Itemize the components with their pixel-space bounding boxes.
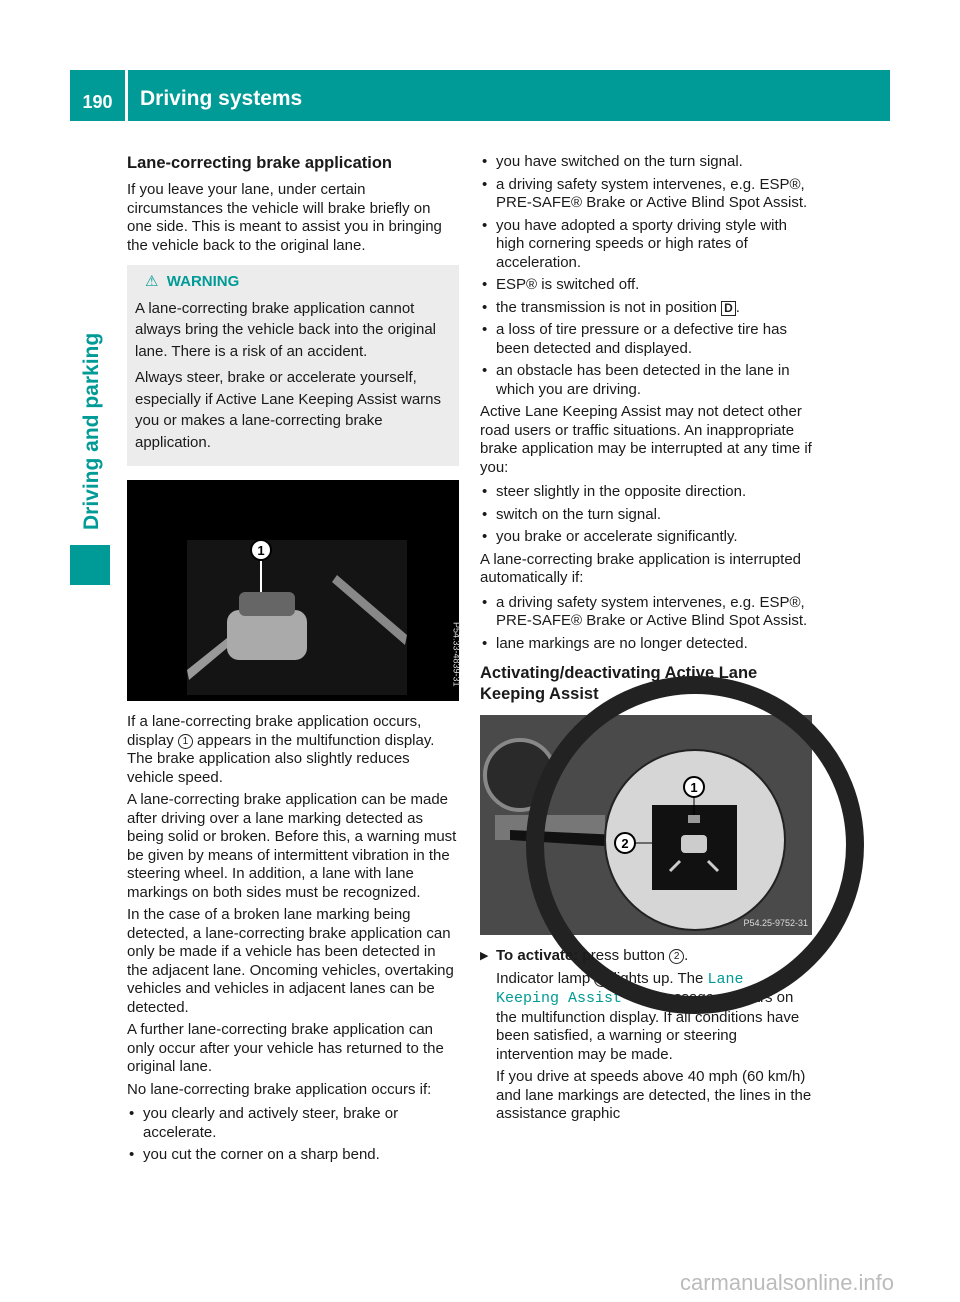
- list-item: • a driving safety system intervenes, e.g. ESP®, PRE-SAFE® Brake or Active Blind Spot Assist.: [480, 594, 812, 631]
- list-item: • lane markings are no longer detected.: [480, 635, 812, 654]
- watermark: carmanualsonline.info: [680, 1270, 895, 1295]
- side-tab-label: Driving and parking: [80, 332, 103, 530]
- list-item: • you cut the corner on a sharp bend.: [127, 1146, 459, 1165]
- display-message: Lane Keeping Assist On: [496, 970, 744, 1007]
- lane-display-graphic: [127, 480, 459, 701]
- text: If a lane-correcting brake application occurs, display: [127, 713, 422, 749]
- instruction-step: ▶ To activate: press button 2 .: [480, 947, 812, 966]
- step-label: To activate:: [496, 947, 579, 964]
- section-title: Driving systems: [128, 70, 890, 121]
- image-code: P54.25-9752-31: [743, 917, 808, 928]
- list-item: • an obstacle has been detected in the lane in which you are driving.: [480, 362, 812, 399]
- callout-ref: 1: [594, 972, 609, 987]
- text: message appears on the multifunction display. If all conditions have been satisfied, a warning or steering intervention may be made.: [496, 989, 800, 1063]
- paragraph: [127, 713, 459, 787]
- list-item: • you brake or accelerate significantly.: [480, 528, 812, 547]
- cockpit-graphic: [480, 715, 812, 935]
- text: press button: [582, 947, 665, 964]
- list-item: • ESP® is switched off.: [480, 276, 812, 295]
- callout-1: 1: [690, 780, 698, 795]
- paragraph: In the case of a broken lane marking being detected, a lane-correcting brake application can only be made if a vehicle has been detected in the adjacent lane. Oncoming vehicles, overtaking vehicles and vehicles in adjacent lanes can be detected.: [127, 906, 454, 1016]
- text: appears in the multifunction display. The brake application also slightly reduces vehicle speed.: [127, 731, 435, 786]
- gear-d-symbol: D: [721, 301, 736, 316]
- paragraph: If you leave your lane, under certain circumstances the vehicle will brake briefly on one side. This is meant to assist you in bringing the vehicle back to the original lane.: [127, 181, 442, 254]
- left-column: [127, 153, 462, 1169]
- display-illustration: [127, 480, 462, 701]
- list-item: • you clearly and actively steer, brake or accelerate.: [127, 1105, 459, 1142]
- right-column: [480, 153, 812, 1128]
- paragraph: A lane-correcting brake application can be made after driving over a lane marking detected as being solid or broken. Before this, a warning must be given by means of intermittent vibration in the steering wheel. In addition, a lane with lane markings on both sides must be recognized.: [127, 791, 457, 901]
- paragraph: Active Lane Keeping Assist may not detect other road users or traffic situations. An inappropriate brake application may be interrupted at any time if you:: [480, 403, 812, 476]
- warning-triangle-icon: ⚠: [145, 273, 159, 290]
- list-item: • you have adopted a sporty driving style with high cornering speeds or high rates of acceleration.: [480, 217, 812, 273]
- warning-title: [135, 273, 451, 292]
- callout-2: 2: [621, 836, 629, 851]
- list-item: • switch on the turn signal.: [480, 506, 812, 525]
- list-item: • a driving safety system intervenes, e.g. ESP®, PRE-SAFE® Brake or Active Blind Spot Assist.: [480, 176, 812, 213]
- text: Indicator lamp: [496, 969, 591, 987]
- paragraph: If you drive at speeds above 40 mph (60 km/h) and lane markings are detected, the lines in the assistance graphic: [496, 1068, 812, 1122]
- warning-text: Always steer, brake or accelerate yourself, especially if Active Lane Keeping Assist warns you or makes a lane-correcting brake application.: [135, 369, 441, 451]
- warning-label: WARNING: [166, 273, 240, 290]
- callout-ref: 1: [178, 734, 193, 749]
- list-item: • the transmission is not in position D .: [480, 299, 812, 318]
- heading: Lane-correcting brake application: [127, 154, 392, 172]
- cockpit-illustration: [480, 715, 812, 935]
- list-item: • a loss of tire pressure or a defective tire has been detected and displayed.: [480, 321, 812, 358]
- callout-1: 1: [257, 543, 265, 558]
- list-item: • steer slightly in the opposite direction.: [480, 483, 812, 502]
- page-number: 190: [70, 70, 125, 121]
- text: the transmission is not in position: [496, 298, 717, 316]
- list-item: • you have switched on the turn signal.: [480, 153, 812, 172]
- heading: Activating/deactivating Active Lane Keeping Assist: [480, 664, 758, 703]
- side-tab-marker: [70, 545, 110, 585]
- paragraph: A further lane-correcting brake application can only occur after your vehicle has returned to the original lane.: [127, 1021, 444, 1075]
- callout-ref: 2: [669, 949, 684, 964]
- warning-box: [127, 265, 459, 466]
- paragraph: A lane-correcting brake application is interrupted automatically if:: [480, 550, 802, 586]
- text: lights up. The: [613, 969, 704, 987]
- paragraph: No lane-correcting brake application occurs if:: [127, 1080, 432, 1098]
- image-code: P54.33-4839-31: [451, 621, 462, 687]
- warning-text: A lane-correcting brake application cannot always bring the vehicle back into the original lane. There is a risk of an accident.: [135, 299, 437, 360]
